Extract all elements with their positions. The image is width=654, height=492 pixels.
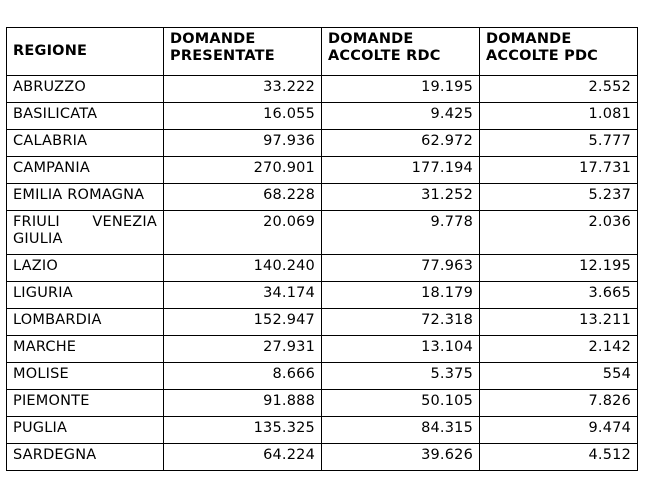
table-row xyxy=(7,309,638,336)
region-cell: LOMBARDIA xyxy=(7,309,164,336)
table-row xyxy=(7,363,638,390)
presentate-cell: 33.222 xyxy=(164,76,322,103)
pdc-cell: 1.081 xyxy=(480,103,638,130)
rdc-cell: 5.375 xyxy=(322,363,480,390)
region-cell: MOLISE xyxy=(7,363,164,390)
pdc-cell: 2.142 xyxy=(480,336,638,363)
table-row xyxy=(7,282,638,309)
pdc-cell: 17.731 xyxy=(480,157,638,184)
table-row xyxy=(7,130,638,157)
pdc-cell: 3.665 xyxy=(480,282,638,309)
region-cell: CALABRIA xyxy=(7,130,164,157)
rdc-cell: 72.318 xyxy=(322,309,480,336)
region-cell: PUGLIA xyxy=(7,417,164,444)
table-row xyxy=(7,336,638,363)
rdc-cell: 31.252 xyxy=(322,184,480,211)
domande-table xyxy=(6,27,638,471)
pdc-cell: 5.237 xyxy=(480,184,638,211)
presentate-cell: 64.224 xyxy=(164,444,322,471)
presentate-cell: 20.069 xyxy=(164,211,322,255)
header-domande-presentate: DOMANDE PRESENTATE xyxy=(164,28,322,76)
region-cell: PIEMONTE xyxy=(7,390,164,417)
region-cell: LAZIO xyxy=(7,255,164,282)
table-body xyxy=(7,76,638,471)
rdc-cell: 9.778 xyxy=(322,211,480,255)
pdc-cell: 554 xyxy=(480,363,638,390)
pdc-cell: 7.826 xyxy=(480,390,638,417)
region-cell: BASILICATA xyxy=(7,103,164,130)
presentate-cell: 140.240 xyxy=(164,255,322,282)
rdc-cell: 62.972 xyxy=(322,130,480,157)
pdc-cell: 13.211 xyxy=(480,309,638,336)
rdc-cell: 39.626 xyxy=(322,444,480,471)
region-cell: MARCHE xyxy=(7,336,164,363)
header-domande-accolte-rdc: DOMANDE ACCOLTE RDC xyxy=(322,28,480,76)
table-row xyxy=(7,255,638,282)
pdc-cell: 5.777 xyxy=(480,130,638,157)
presentate-cell: 16.055 xyxy=(164,103,322,130)
region-cell: FRIULI VENEZIA GIULIA xyxy=(7,211,164,255)
rdc-cell: 13.104 xyxy=(322,336,480,363)
pdc-cell: 12.195 xyxy=(480,255,638,282)
rdc-cell: 177.194 xyxy=(322,157,480,184)
presentate-cell: 8.666 xyxy=(164,363,322,390)
region-cell: ABRUZZO xyxy=(7,76,164,103)
region-cell: LIGURIA xyxy=(7,282,164,309)
presentate-cell: 34.174 xyxy=(164,282,322,309)
region-cell: EMILIA ROMAGNA xyxy=(7,184,164,211)
presentate-cell: 91.888 xyxy=(164,390,322,417)
table-row xyxy=(7,103,638,130)
table-row xyxy=(7,417,638,444)
rdc-cell: 18.179 xyxy=(322,282,480,309)
rdc-cell: 50.105 xyxy=(322,390,480,417)
presentate-cell: 152.947 xyxy=(164,309,322,336)
data-table-container xyxy=(6,27,638,471)
table-row xyxy=(7,157,638,184)
rdc-cell: 9.425 xyxy=(322,103,480,130)
table-row xyxy=(7,76,638,103)
pdc-cell: 4.512 xyxy=(480,444,638,471)
pdc-cell: 9.474 xyxy=(480,417,638,444)
pdc-cell: 2.036 xyxy=(480,211,638,255)
rdc-cell: 84.315 xyxy=(322,417,480,444)
presentate-cell: 135.325 xyxy=(164,417,322,444)
table-row xyxy=(7,390,638,417)
rdc-cell: 77.963 xyxy=(322,255,480,282)
presentate-cell: 270.901 xyxy=(164,157,322,184)
presentate-cell: 97.936 xyxy=(164,130,322,157)
region-cell: CAMPANIA xyxy=(7,157,164,184)
header-regione: REGIONE xyxy=(7,28,164,76)
header-domande-accolte-pdc: DOMANDE ACCOLTE PDC xyxy=(480,28,638,76)
rdc-cell: 19.195 xyxy=(322,76,480,103)
table-row xyxy=(7,444,638,471)
table-row xyxy=(7,184,638,211)
presentate-cell: 27.931 xyxy=(164,336,322,363)
pdc-cell: 2.552 xyxy=(480,76,638,103)
region-cell: SARDEGNA xyxy=(7,444,164,471)
header-row xyxy=(7,28,638,76)
table-row xyxy=(7,211,638,255)
presentate-cell: 68.228 xyxy=(164,184,322,211)
